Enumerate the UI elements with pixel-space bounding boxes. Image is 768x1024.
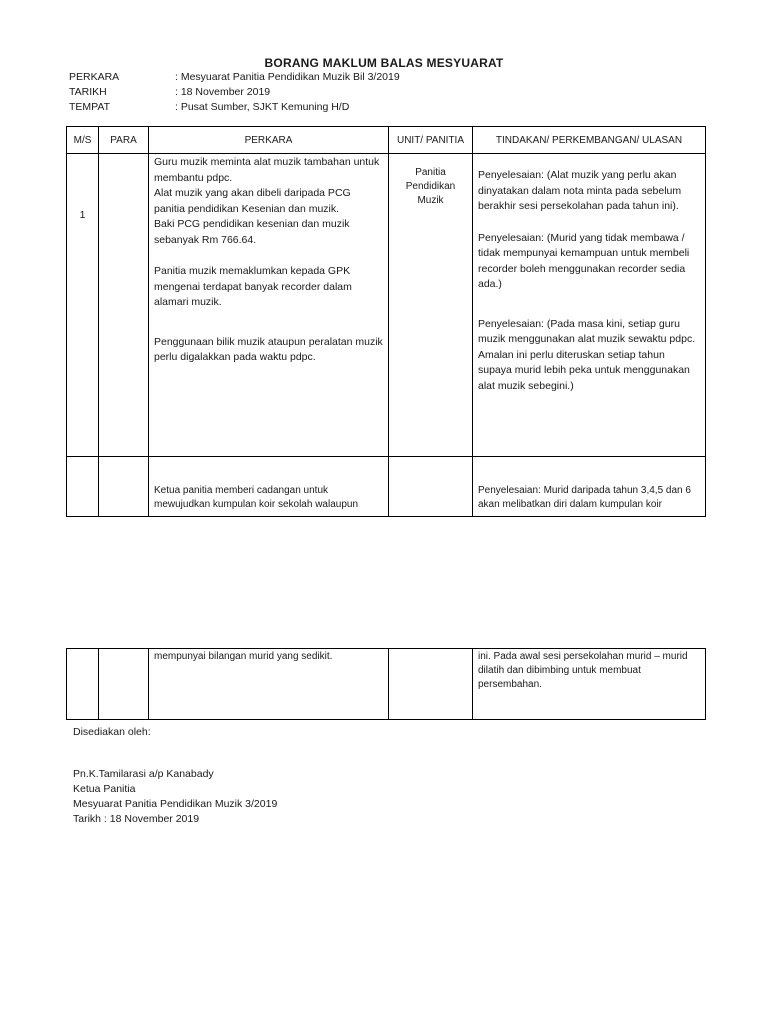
meta-label: TEMPAT: [69, 101, 111, 113]
unit-cell: [389, 457, 473, 517]
para-cell: [99, 457, 149, 517]
meta-value: : Mesyuarat Panitia Pendidikan Muzik Bil 3/2019: [175, 71, 400, 83]
meta-perkara: [69, 71, 400, 83]
perkara-cell: [149, 154, 389, 457]
signatory-name: Pn.K.Tamilarasi a/p Kanabady: [73, 768, 214, 780]
ms-cell: [67, 457, 99, 517]
perkara-cell: [149, 457, 389, 517]
signatory-date: Tarikh : 18 November 2019: [73, 813, 200, 825]
ms-number: 1: [79, 209, 86, 221]
signatory-block: [73, 767, 277, 827]
para-cell: [99, 154, 149, 457]
header-perkara: PERKARA: [149, 127, 389, 154]
unit-cell: [389, 154, 473, 457]
table-row: [67, 649, 706, 720]
perkara-text: Ketua panitia memberi cadangan untuk mewujudkan kumpulan koir sekolah walaupun: [154, 485, 359, 510]
tindakan-text: ini. Pada awal sesi persekolahan murid – murid dilatih dan dibimbing untuk membuat persembahan.: [478, 651, 688, 690]
tindakan-text: Penyelesaian: (Alat muzik yang perlu akan dinyatakan dalam nota minta pada sebelum berakhir sesi persekolahan pada tahun ini).: [478, 169, 682, 212]
ms-cell: [67, 649, 99, 720]
perkara-text: Alat muzik yang akan dibeli daripada PCG panitia pendidikan Kesenian dan muzik.: [154, 187, 351, 215]
table-row: [67, 154, 706, 457]
signatory-position: Ketua Panitia: [73, 783, 136, 795]
meta-value: : Pusat Sumber, SJKT Kemuning H/D: [175, 101, 350, 113]
unit-text: Panitia Pendidikan Muzik: [405, 167, 456, 206]
meta-value: : 18 November 2019: [175, 86, 271, 98]
perkara-text: Guru muzik meminta alat muzik tambahan untuk membantu pdpc.: [154, 156, 380, 184]
tindakan-text: Penyelesaian: (Pada masa kini, setiap guru muzik menggunakan alat muzik sewaktu pdpc. Amalan ini perlu diteruskan setiap tahun supaya murid lebih peka untuk menggunakan alat muzik sebegini.): [478, 317, 696, 392]
perkara-text: Penggunaan bilik muzik ataupun peralatan muzik perlu digalakkan pada waktu pdpc.: [154, 335, 383, 363]
signatory-meeting: Mesyuarat Panitia Pendidikan Muzik 3/2019: [73, 798, 278, 810]
meta-tarikh: [69, 86, 270, 98]
meta-label: PERKARA: [69, 71, 120, 83]
tindakan-cell: [473, 457, 706, 517]
prepared-by-label: Disediakan oleh:: [73, 726, 151, 738]
minutes-table: [66, 126, 706, 517]
tindakan-cell: [473, 649, 706, 720]
ms-cell: [67, 154, 99, 457]
header-para: PARA: [99, 127, 149, 154]
header-unit: UNIT/ PANITIA: [389, 127, 473, 154]
perkara-text: mempunyai bilangan murid yang sedikit.: [154, 651, 333, 662]
perkara-cell: [149, 649, 389, 720]
perkara-text: Panitia muzik memaklumkan kepada GPK mengenai terdapat banyak recorder dalam alamari muzik.: [154, 265, 352, 308]
tindakan-text: Penyelesaian: Murid daripada tahun 3,4,5 dan 6 akan melibatkan diri dalam kumpulan koir: [478, 485, 691, 510]
header-ms: M/S: [67, 127, 99, 154]
table-header-row: [67, 127, 706, 154]
minutes-table-continued: [66, 648, 706, 720]
meta-label: TARIKH: [69, 86, 107, 98]
table-row: [67, 457, 706, 517]
meta-tempat: [69, 101, 349, 113]
document-title: BORANG MAKLUM BALAS MESYUARAT: [264, 56, 504, 70]
unit-cell: [389, 649, 473, 720]
para-cell: [99, 649, 149, 720]
tindakan-text: Penyelesaian: (Murid yang tidak membawa / tidak mempunyai kemampuan untuk membeli recorder boleh menggunakan recorder sedia ada.): [478, 231, 690, 290]
tindakan-cell: [473, 154, 706, 457]
perkara-text: Baki PCG pendidikan kesenian dan muzik sebanyak Rm 766.64.: [154, 218, 350, 246]
header-tindakan: TINDAKAN/ PERKEMBANGAN/ ULASAN: [473, 127, 706, 154]
